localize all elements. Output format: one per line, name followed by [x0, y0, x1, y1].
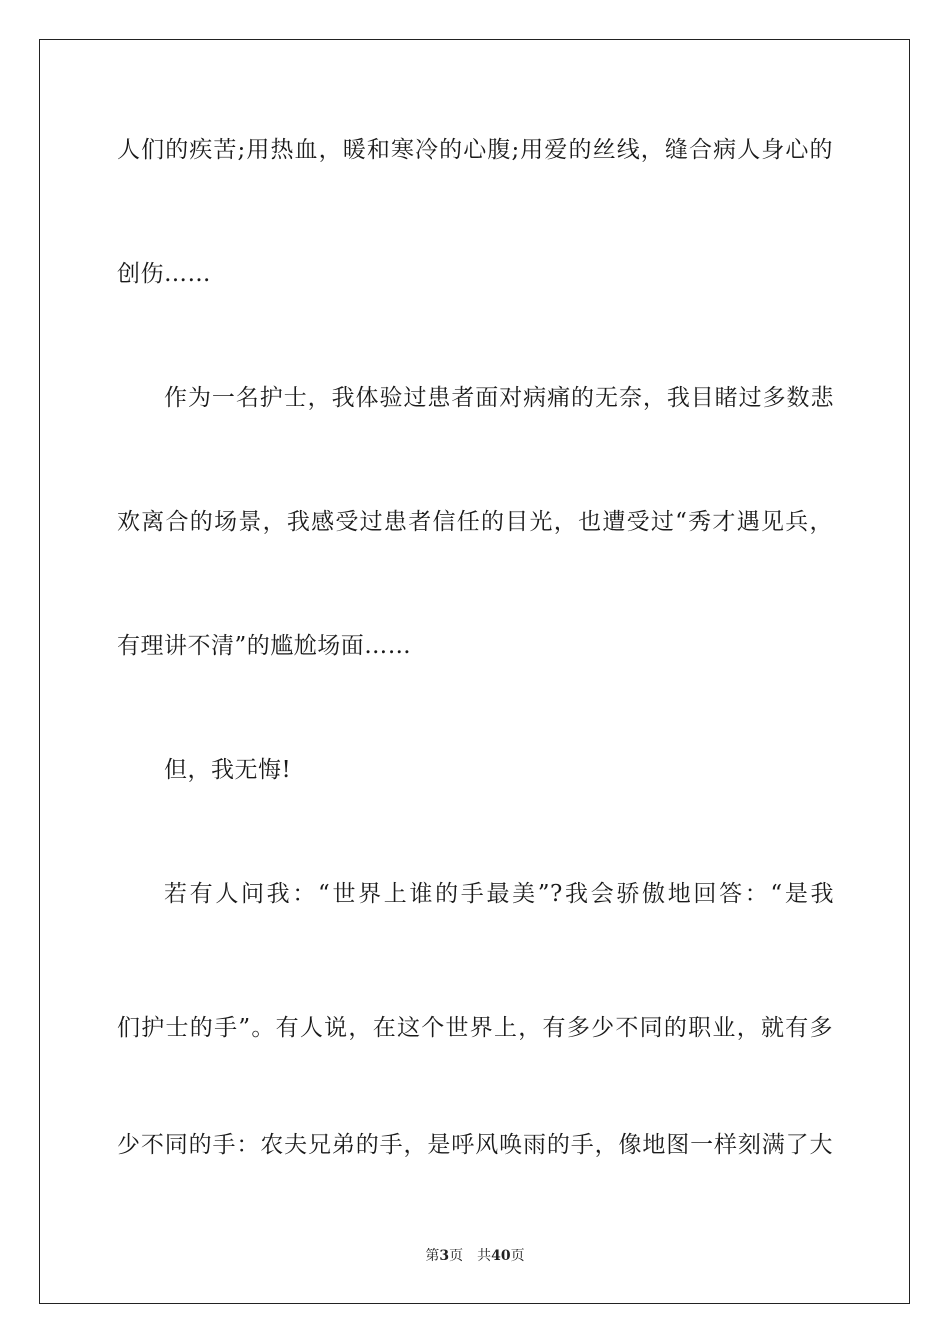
footer-total-number: 40 [491, 1248, 511, 1264]
footer-page-number: 3 [439, 1248, 450, 1264]
footer-page-suffix: 页 [449, 1248, 464, 1264]
footer-total-prefix: 共 [477, 1248, 492, 1264]
footer-page-prefix: 第 [425, 1248, 440, 1264]
text-line-3: 作为一名护士，我体验过患者面对病痛的无奈，我目睹过多数悲 [164, 385, 834, 411]
text-line-8: 们护士的手”。有人说，在这个世界上，有多少不同的职业，就有多 [117, 1015, 833, 1041]
text-line-4: 欢离合的场景，我感受过患者信任的目光，也遭受过“秀才遇见兵， [117, 509, 833, 535]
page-footer [0, 1246, 950, 1266]
text-line-1: 人们的疾苦;用热血，暖和寒冷的心腹;用爱的丝线，缝合病人身心的 [117, 137, 833, 163]
text-line-2: 创伤…… [117, 261, 211, 287]
page-border [39, 39, 910, 1304]
text-line-5: 有理讲不清”的尴尬场面…… [117, 633, 412, 659]
text-line-9: 少不同的手：农夫兄弟的手，是呼风唤雨的手，像地图一样刻满了大 [117, 1132, 833, 1158]
text-line-7: 若有人问我：“世界上谁的手最美”?我会骄傲地回答：“是我 [164, 881, 834, 907]
text-line-6: 但，我无悔! [164, 757, 292, 783]
footer-total-suffix: 页 [510, 1248, 525, 1264]
